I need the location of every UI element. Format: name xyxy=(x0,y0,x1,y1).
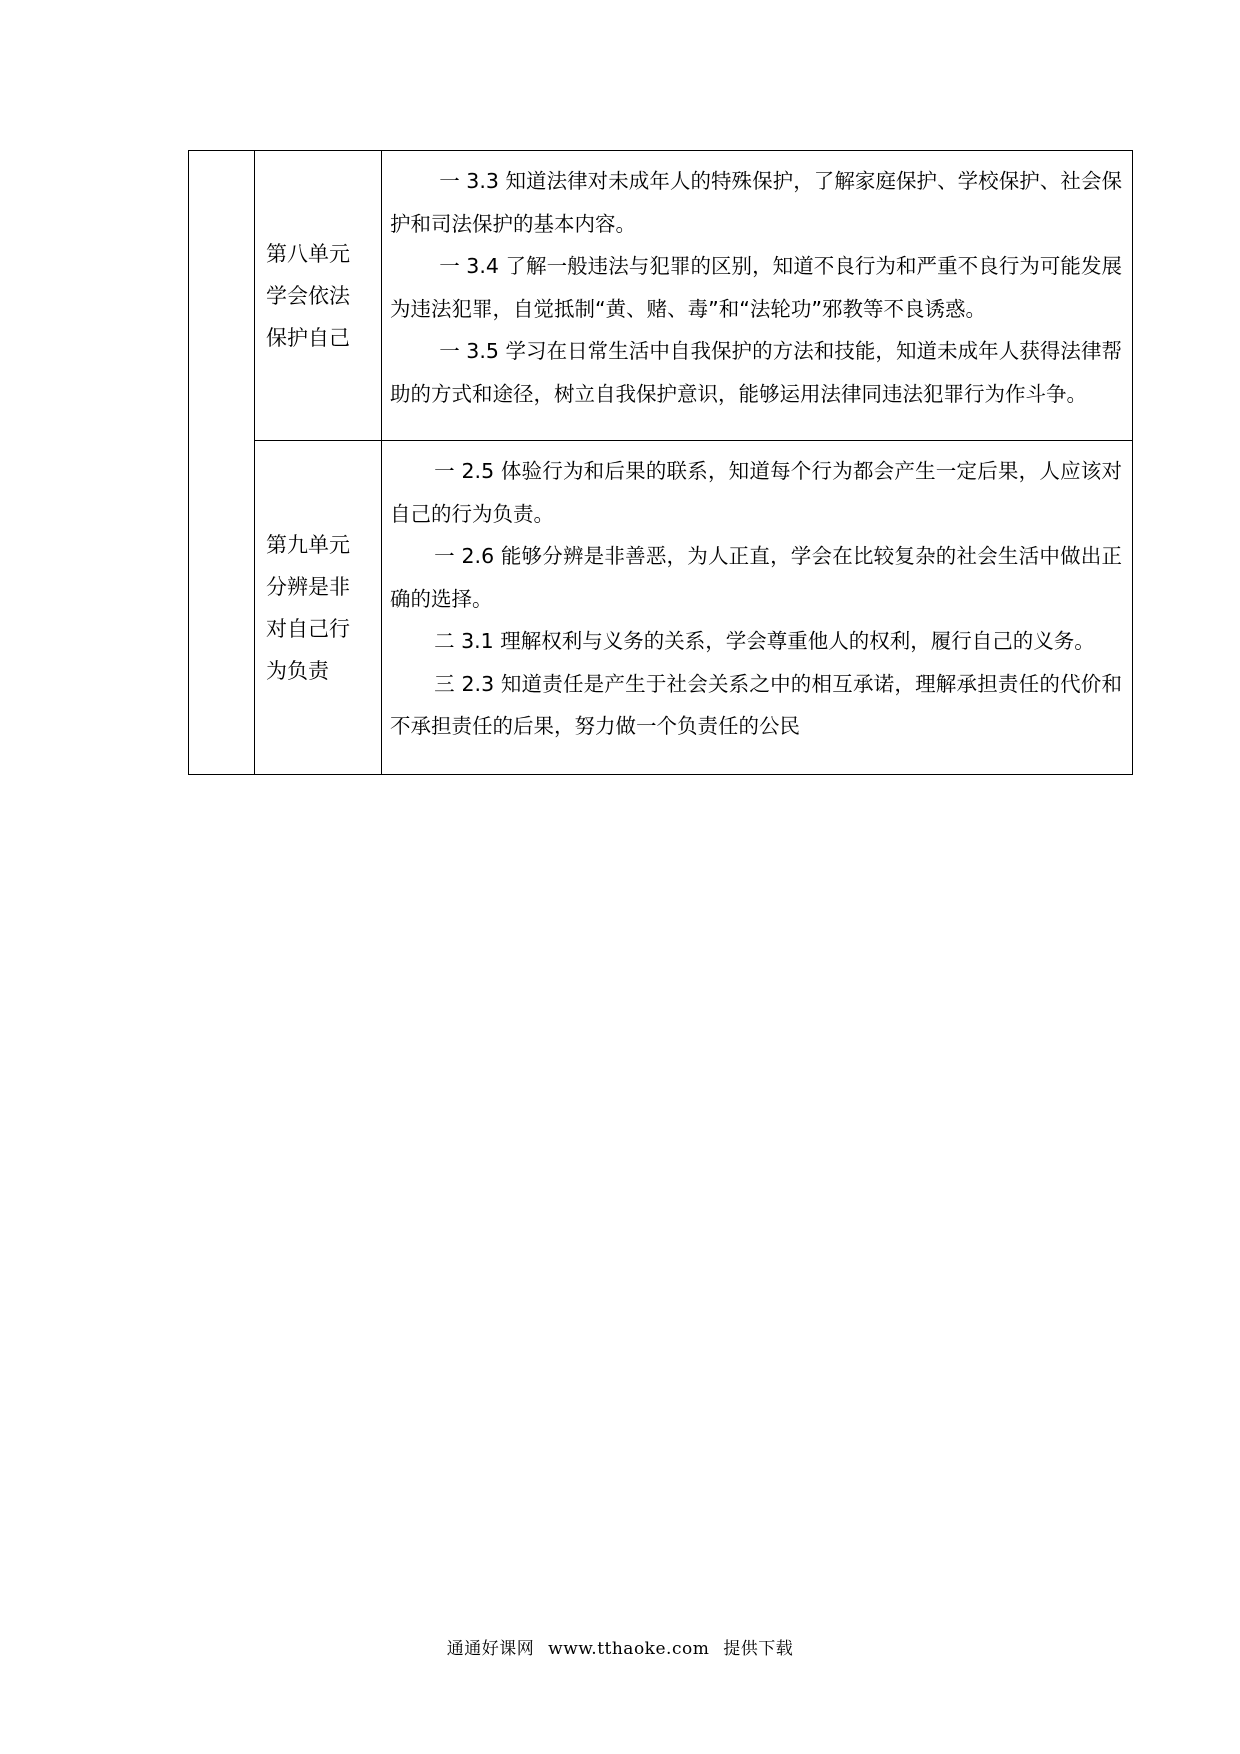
unit-title-line: 学会依法 xyxy=(266,283,350,308)
standard-item: 二 3.1 理解权利与义务的关系，学会尊重他人的权利，履行自己的义务。 xyxy=(434,629,1095,653)
curriculum-standards-table xyxy=(188,150,1133,775)
unit-title-cell xyxy=(255,151,382,441)
standard-item: 一 2.6 能够分辨是非善恶，为人正直，学会在比较复杂的社会生活中做出正确的选择。 xyxy=(390,544,1122,611)
table-row xyxy=(189,441,1133,775)
standard-item: 一 2.5 体验行为和后果的联系，知道每个行为都会产生一定后果，人应该对自己的行为负责。 xyxy=(390,459,1122,526)
unit-title-cell xyxy=(255,441,382,775)
standard-item: 一 3.4 了解一般违法与犯罪的区别，知道不良行为和严重不良行为可能发展为违法犯罪，自觉抵制“黄、赌、毒”和“法轮功”邪教等不良诱惑。 xyxy=(390,254,1122,321)
footer-site-name: 通通好课网 xyxy=(446,1639,535,1659)
footer-suffix: 提供下载 xyxy=(723,1639,794,1659)
unit-title-line: 第九单元 xyxy=(266,532,350,557)
footer-url-link[interactable]: www.tthaoke.com xyxy=(548,1639,710,1659)
blank-merged-cell xyxy=(189,151,255,775)
standards-cell xyxy=(382,441,1133,775)
unit-title-line: 为负责 xyxy=(266,658,329,683)
table-row xyxy=(189,151,1133,441)
standard-item: 一 3.3 知道法律对未成年人的特殊保护，了解家庭保护、学校保护、社会保护和司法保护的基本内容。 xyxy=(390,169,1122,236)
standards-cell xyxy=(382,151,1133,441)
unit-title-line: 第八单元 xyxy=(266,241,350,266)
unit-title-line: 分辨是非 xyxy=(266,574,350,599)
unit-title-line: 保护自己 xyxy=(266,325,350,350)
unit-title-line: 对自己行 xyxy=(266,616,350,641)
standard-item: 三 2.3 知道责任是产生于社会关系之中的相互承诺，理解承担责任的代价和不承担责任的后果，努力做一个负责任的公民 xyxy=(390,671,1122,738)
page-footer xyxy=(0,1634,1240,1659)
standard-item: 一 3.5 学习在日常生活中自我保护的方法和技能，知道未成年人获得法律帮助的方式和途径，树立自我保护意识，能够运用法律同违法犯罪行为作斗争。 xyxy=(390,339,1122,406)
